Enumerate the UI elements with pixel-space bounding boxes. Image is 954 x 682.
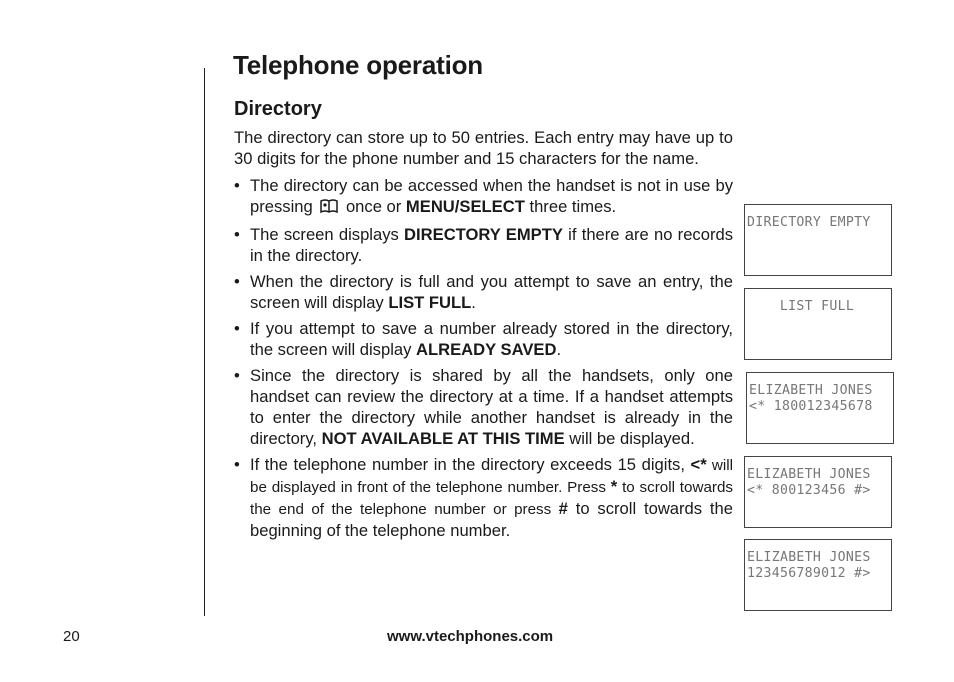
bullet-bold: NOT AVAILABLE AT THIS TIME — [321, 429, 565, 448]
lcd-screen-scroll-middle — [744, 456, 892, 528]
lcd-line: 12345678901​2 #> — [747, 566, 871, 581]
bullet-text: . — [471, 293, 476, 312]
lcd-screen-directory-empty — [744, 204, 892, 276]
bullet-full — [234, 271, 733, 313]
bullet-saved — [234, 318, 733, 360]
section-heading-directory: Directory — [234, 98, 322, 120]
bullet-text: . — [556, 340, 562, 359]
bullet-empty — [234, 224, 733, 266]
lcd-screen-scroll-start — [744, 539, 892, 611]
lcd-line: ELIZABETH JONES — [747, 467, 871, 482]
bullet-bold: LIST FULL — [388, 293, 472, 312]
lcd-line: DIRECTORY EMPTY — [747, 215, 871, 230]
lcd-line: ELIZABETH JONES — [749, 383, 873, 398]
vertical-rule — [204, 68, 205, 616]
bullet-text: three times. — [524, 197, 617, 216]
bullet-text: If the telephone number in the directory exceeds 15 digits, — [250, 455, 691, 474]
bullet-text: Since the directory is shared by all the handsets, only one handset can review the directory at a time. If a handset attempts to enter the directory while another handset is already in the directory, — [250, 366, 733, 448]
body-text — [234, 127, 733, 546]
bullet-bold: DIRECTORY EMPTY — [404, 225, 563, 244]
bullet-symbol: # — [558, 499, 568, 518]
phonebook-icon — [319, 198, 339, 219]
bullet-shared — [234, 365, 733, 449]
bullet-text: will be displayed in front of the telephone number. Press — [250, 457, 733, 496]
bullet-text: to scroll towards the end of the telephone number or press — [250, 479, 733, 518]
page-title: Telephone operation — [233, 50, 483, 80]
bullet-text: once or — [341, 197, 406, 216]
bullet-text: to scroll towards the beginning of the telephone number. — [250, 499, 733, 540]
bullet-symbol: <* — [690, 455, 707, 474]
bullet-bold: ALREADY SAVED — [416, 340, 557, 359]
bullet-long-number — [234, 454, 733, 541]
bullet-bold: MENU/SELECT — [405, 197, 525, 216]
bullet-text: When the directory is full and you attempt to save an entry, the screen will display — [250, 272, 733, 312]
lcd-line: LIST FULL — [779, 299, 855, 314]
page-number: 20 — [63, 628, 80, 645]
bullet-text: will be displayed. — [564, 429, 695, 448]
lcd-line: <* 800123456 #> — [747, 483, 871, 498]
lcd-line: ELIZABETH JONES — [747, 550, 871, 565]
bullet-text: if there are no records in the directory. — [250, 225, 733, 265]
lcd-screen-list-full — [744, 288, 892, 360]
bullet-list — [234, 175, 733, 541]
bullet-symbol: * — [610, 477, 618, 496]
bullet-text: If you attempt to save a number already stored in the directory, the screen will display — [250, 319, 733, 359]
footer-url: www.vtechphones.com — [387, 628, 554, 645]
bullet-text: The screen displays — [250, 225, 405, 244]
lcd-screen-long-number — [746, 372, 894, 444]
lcd-line: <* 180012345678 — [749, 399, 873, 414]
intro-paragraph: The directory can store up to 50 entries. Each entry may have up to 30 digits for the phone number and 15 characters for the name. — [234, 128, 733, 168]
bullet-text: The directory can be accessed when the handset is not in use by pressing — [250, 176, 733, 216]
bullet-access — [234, 175, 733, 219]
